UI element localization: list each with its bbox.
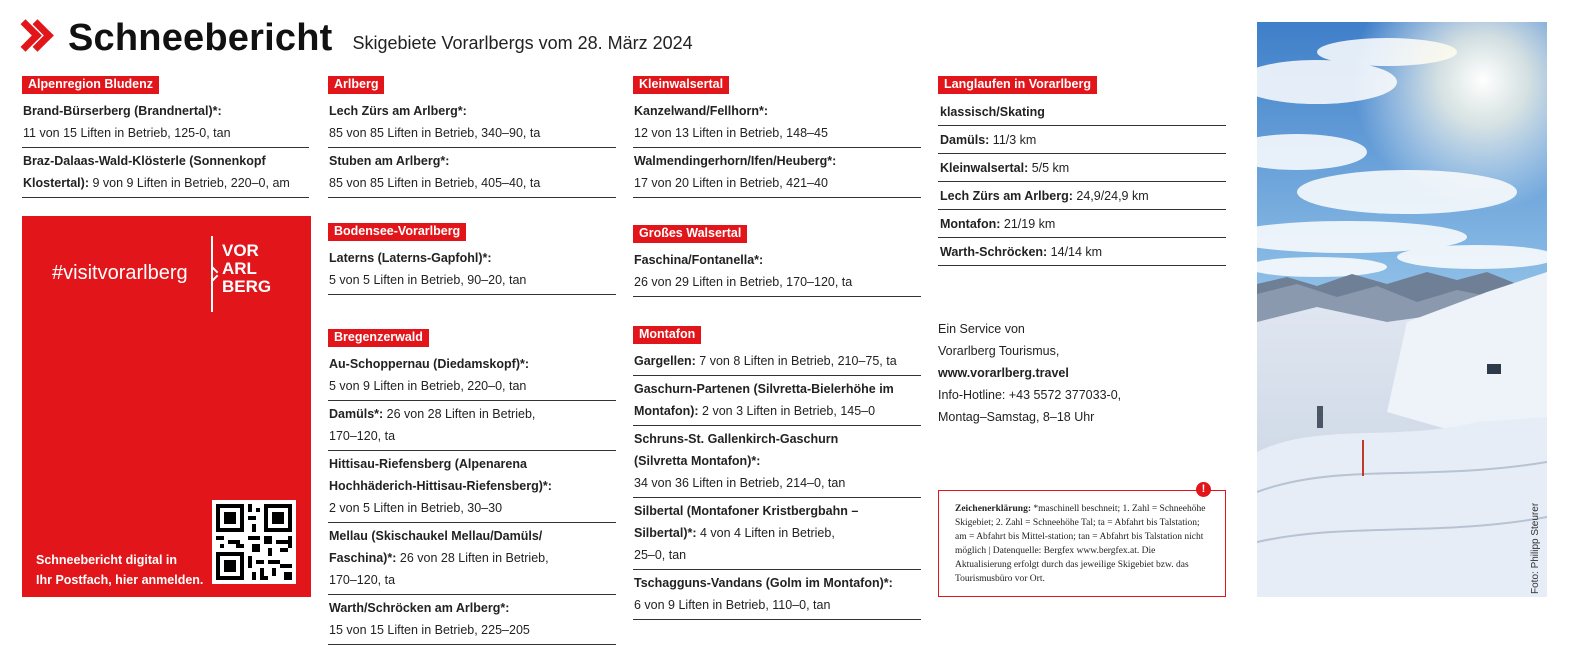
ski-area-status: 170–120, ta (329, 573, 396, 587)
entry-line (23, 150, 309, 172)
trail-length: 5/5 km (1028, 161, 1070, 175)
ski-area-name: Warth/Schröcken am Arlberg*: (329, 601, 510, 615)
brand-line: BERG (222, 277, 272, 296)
qr-code-icon[interactable] (212, 500, 296, 584)
ski-area-status: 15 von 15 Liften in Betrieb, 225–205 (329, 623, 530, 637)
langlaufen-row (938, 98, 1226, 126)
ski-area-entry (633, 376, 921, 426)
ski-area-entry (633, 426, 921, 498)
trail-length: 14/14 km (1047, 245, 1103, 259)
langlaufen-row (938, 126, 1226, 154)
entry-line (329, 475, 616, 497)
ski-area-entry (22, 98, 309, 148)
trail-region: Montafon: (940, 217, 1001, 231)
section-label: Alpenregion Bludenz (22, 76, 159, 94)
ski-area-name: Tschagguns-Vandans (Golm im Montafon)*: (634, 576, 893, 590)
entry-line (329, 525, 616, 547)
entry-line (634, 400, 921, 422)
ski-area-name: Walmendingerhorn/Ifen/Heuberg*: (634, 154, 837, 168)
ski-area-entry (328, 595, 616, 645)
trail-length: 11/3 km (989, 133, 1037, 147)
page-title: Schneebericht (68, 17, 333, 59)
entry-line (634, 100, 921, 122)
ski-area-name: Braz-Dalaas-Wald-Klösterle (Sonnenkopf (23, 154, 266, 168)
ski-area-name: Mellau (Skischaukel Mellau/Damüls/ (329, 529, 543, 543)
hashtag: #visitvorarlberg (52, 262, 188, 284)
entry-line (634, 378, 921, 400)
ski-area-status: 26 von 29 Liften in Betrieb, 170–120, ta (634, 275, 853, 289)
ski-area-entry (633, 498, 921, 570)
ski-area-status: 6 von 9 Liften in Betrieb, 110–0, tan (634, 598, 831, 612)
ski-slope-photo (1257, 22, 1547, 597)
legend-box (938, 483, 1226, 597)
entry-line (329, 547, 616, 569)
ski-area-status: 2 von 5 Liften in Betrieb, 30–30 (329, 501, 503, 515)
entry-line (634, 522, 921, 544)
section-langlaufen (938, 75, 1226, 266)
ski-area-entry (328, 245, 616, 295)
page-subtitle: Skigebiete Vorarlbergs vom 28. März 2024 (352, 33, 693, 53)
ski-area-status: 4 von 4 Liften in Betrieb, (696, 526, 835, 540)
entry-line (23, 122, 309, 144)
ski-area-entry (328, 451, 616, 523)
newsletter-cta[interactable] (36, 550, 203, 590)
section-bregenzerwald (328, 328, 616, 645)
entry-line (634, 122, 921, 144)
opening-hours: Montag–Samstag, 8–18 Uhr (938, 410, 1095, 424)
section-label: Arlberg (328, 76, 384, 94)
ski-area-name: Klostertal): (23, 176, 89, 190)
trail-length: 21/19 km (1000, 217, 1056, 231)
cta-line: Schneebericht digital in (36, 553, 177, 567)
brand-line: ARL (222, 259, 257, 278)
service-line: Vorarlberg Tourismus, (938, 344, 1060, 358)
ski-area-name: Stuben am Arlberg*: (329, 154, 450, 168)
trail-region: Damüls: (940, 133, 990, 147)
ski-area-name: Silbertal (Montafoner Kristbergbahn – (634, 504, 859, 518)
section-label: Bodensee-Vorarlberg (328, 223, 466, 241)
entry-line (329, 425, 616, 447)
section-label: Großes Walsertal (633, 225, 747, 243)
column-3 (633, 75, 921, 642)
ski-area-entry (328, 98, 616, 148)
ski-area-status: 170–120, ta (329, 429, 396, 443)
entry-line (329, 597, 616, 619)
service-info (938, 318, 1121, 428)
service-line: Ein Service von (938, 322, 1025, 336)
ski-area-entry (22, 148, 309, 198)
entry-line (634, 249, 921, 271)
section-label: Bregenzerwald (328, 329, 429, 347)
bracket-divider (208, 236, 222, 312)
ski-area-name: Faschina/Fontanella*: (634, 253, 764, 267)
column-1 (22, 75, 309, 220)
entry-line (23, 100, 309, 122)
header (20, 14, 693, 60)
ski-area-entry (633, 148, 921, 198)
entry-line (329, 247, 616, 269)
entry-line (634, 572, 921, 594)
ski-area-entry (633, 98, 921, 148)
entry-line (634, 594, 921, 616)
ski-area-status: 2 von 3 Liften in Betrieb, 145–0 (698, 404, 876, 418)
ski-area-name: Hochhäderich-Hittisau-Riefensberg)*: (329, 479, 552, 493)
trail-region: Lech Zürs am Arlberg: (940, 189, 1073, 203)
entry-line (329, 122, 616, 144)
ski-area-status: 34 von 36 Liften in Betrieb, 214–0, tan (634, 476, 846, 490)
ski-area-name: Faschina)*: (329, 551, 397, 565)
legend-body: *maschinell beschneit; 1. Zahl = Schneehöhe Skigebiet; 2. Zahl = Schneehöhe Tal; ta = Abfahrt bis Talstation; am = Abfahrt bis Mittel-station; tan = Abfahrt bis Talstation nicht möglich | Datenquelle: Bergfex www.bergfex.at. Die Aktualisierung erfolgt durch das jeweilige Skigebiet bzw. das Tourismusbüro vor Ort. (955, 504, 1206, 584)
section-bodensee-vorarlberg (328, 222, 616, 295)
ski-area-status: 26 von 28 Liften in Betrieb, (396, 551, 549, 565)
promo-box[interactable] (22, 216, 311, 597)
hotline: Info-Hotline: +43 5572 377033-0, (938, 388, 1122, 402)
section-label: Montafon (633, 326, 701, 344)
langlaufen-row (938, 238, 1226, 266)
entry-line (329, 269, 616, 291)
ski-area-status: 9 von 9 Liften in Betrieb, 220–0, am (88, 176, 290, 190)
entry-line (634, 350, 921, 372)
entry-line (329, 619, 616, 641)
entry-line (329, 497, 616, 519)
entry-line (634, 472, 921, 494)
trail-region: klassisch/Skating (940, 105, 1045, 119)
entry-line (23, 172, 309, 194)
langlaufen-row (938, 210, 1226, 238)
section-montafon (633, 325, 921, 620)
langlaufen-row (938, 182, 1226, 210)
photo-credit: Foto: Philipp Steurer (1530, 502, 1541, 594)
ski-area-name: Silbertal)*: (634, 526, 697, 540)
ski-area-entry (328, 401, 616, 451)
entry-line (634, 150, 921, 172)
legend-text (955, 502, 1213, 586)
section-kleinwalsertal (633, 75, 921, 198)
entry-line (329, 353, 616, 375)
ski-area-name: Hittisau-Riefensberg (Alpenarena (329, 457, 527, 471)
trail-region: Kleinwalsertal: (940, 161, 1029, 175)
cta-line: Ihr Postfach, hier anmelden. (36, 573, 204, 587)
entry-line (329, 375, 616, 397)
entry-line (329, 172, 616, 194)
ski-area-entry (633, 247, 921, 297)
ski-area-status: 17 von 20 Liften in Betrieb, 421–40 (634, 176, 828, 190)
ski-area-name: Schruns-St. Gallenkirch-Gaschurn (634, 432, 839, 446)
entry-line (634, 500, 921, 522)
entry-line (329, 403, 616, 425)
ski-area-status: 85 von 85 Liften in Betrieb, 340–90, ta (329, 126, 541, 140)
ski-area-status: 5 von 9 Liften in Betrieb, 220–0, tan (329, 379, 527, 393)
ski-area-entry (633, 348, 921, 376)
entry-line (634, 544, 921, 566)
section-alpenregion-bludenz (22, 75, 309, 198)
column-2 (328, 75, 616, 667)
ski-area-entry (328, 523, 616, 595)
ski-area-status: 11 von 15 Liften in Betrieb, 125-0, tan (23, 126, 231, 140)
website-link[interactable]: www.vorarlberg.travel (938, 366, 1069, 380)
ski-area-name: Damüls*: (329, 407, 384, 421)
langlaufen-list (938, 98, 1226, 266)
section-label: Langlaufen in Vorarlberg (938, 76, 1097, 94)
ski-area-name: Au-Schoppernau (Diedamskopf)*: (329, 357, 530, 371)
ski-area-name: Laterns (Laterns-Gapfohl)*: (329, 251, 492, 265)
entry-line (634, 428, 921, 450)
entry-line (634, 450, 921, 472)
entry-line (329, 150, 616, 172)
brand-line: VOR (222, 241, 259, 260)
ski-area-status: 26 von 28 Liften in Betrieb, (383, 407, 536, 421)
ski-area-status: 7 von 8 Liften in Betrieb, 210–75, ta (695, 354, 897, 368)
entry-line (634, 172, 921, 194)
section-grosses-walsertal (633, 224, 921, 297)
ski-area-status: 25–0, tan (634, 548, 687, 562)
trail-region: Warth-Schröcken: (940, 245, 1048, 259)
ski-area-name: Kanzelwand/Fellhorn*: (634, 104, 769, 118)
ski-area-entry (328, 351, 616, 401)
ski-area-entry (328, 148, 616, 198)
double-chevron-icon (20, 20, 54, 56)
entry-line (329, 453, 616, 475)
section-arlberg (328, 75, 616, 198)
ski-area-name: Montafon): (634, 404, 699, 418)
entry-line (634, 271, 921, 293)
ski-area-status: 12 von 13 Liften in Betrieb, 148–45 (634, 126, 828, 140)
trail-length: 24,9/24,9 km (1072, 189, 1149, 203)
ski-area-name: Gargellen: (634, 354, 696, 368)
ski-area-name: (Silvretta Montafon)*: (634, 454, 761, 468)
section-label: Kleinwalsertal (633, 76, 729, 94)
brand-logo (222, 242, 271, 296)
ski-area-entry (633, 570, 921, 620)
ski-area-name: Gaschurn-Partenen (Silvretta-Bielerhöhe im (634, 382, 894, 396)
entry-line (329, 100, 616, 122)
info-icon: ! (1196, 482, 1211, 497)
entry-line (329, 569, 616, 591)
ski-area-status: 85 von 85 Liften in Betrieb, 405–40, ta (329, 176, 541, 190)
ski-area-status: 5 von 5 Liften in Betrieb, 90–20, tan (329, 273, 527, 287)
ski-area-name: Brand-Bürserberg (Brandnertal)*: (23, 104, 222, 118)
legend-heading: Zeichenerklärung: (955, 504, 1031, 514)
ski-area-name: Lech Zürs am Arlberg*: (329, 104, 467, 118)
langlaufen-row (938, 154, 1226, 182)
